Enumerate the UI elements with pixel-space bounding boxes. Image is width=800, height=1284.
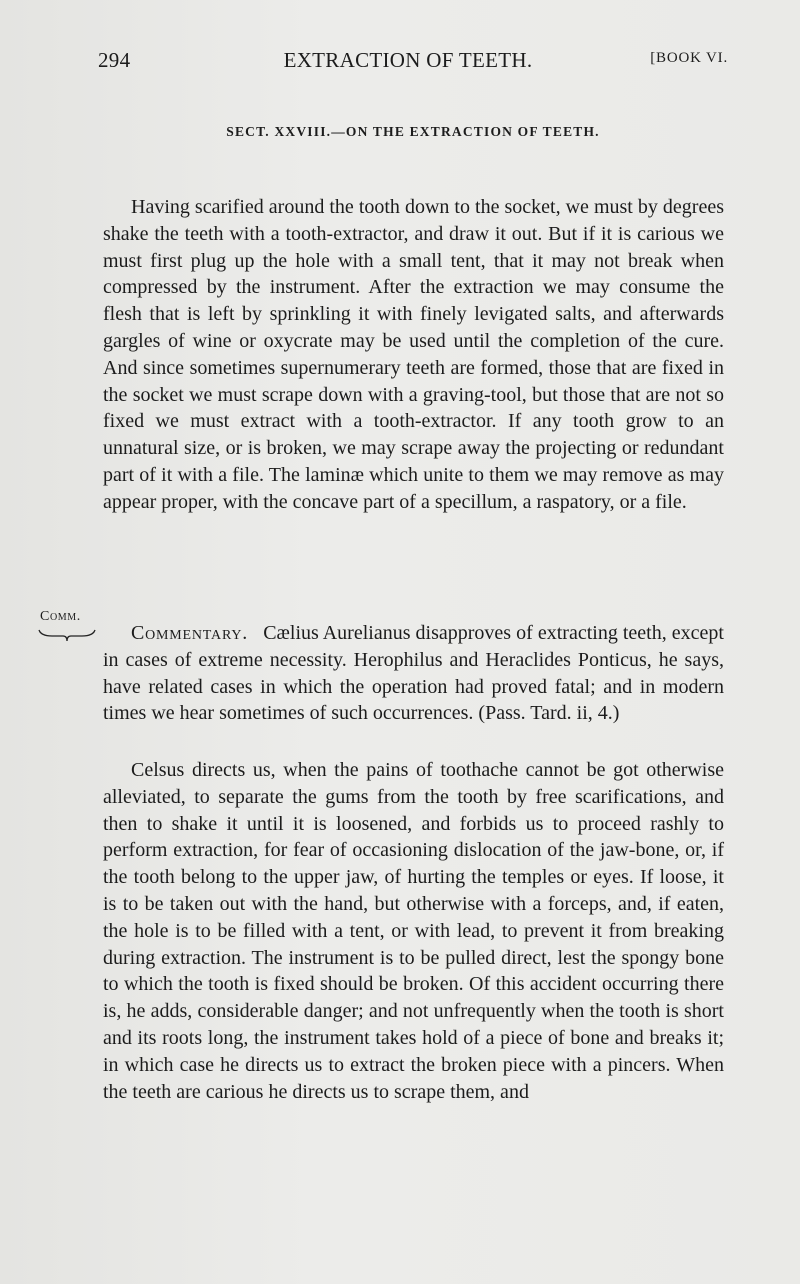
paragraph-procedure: Having scarified around the tooth down to the socket, we must by degrees shake the teeth with a tooth-extractor, and draw it out. But if it is carious we must first plug up the hole with a small tent, that it may not break when compressed by the instrument. After the extraction we may consume the flesh that is left by sprinkling it with finely levigated salts, and afterwards gargles of wine or oxycrate may be used until the completion of the cure. And since sometimes supernumerary teeth are formed, those that are fixed in the socket we must scrape down with a graving-tool, but those that are not so fixed we must extract with a tooth-extractor. If any tooth grow to an unnatural size, or is broken, we may scrape away the projecting or redundant part of it with a file. The laminæ which unite to them we may remove as may appear proper, with the concave part of a specillum, a raspatory, or a file. bbox=[103, 196, 724, 513]
commentary-text: Cælius Aurelianus disapproves of extracting teeth, except in cases of extreme necessity. Herophilus and Heraclides Ponticus, he says, have related cases in which the operation had proved fatal; and in modern times we hear sometimes of such occurrences. (Pass. Tard. ii, 4.) bbox=[103, 622, 724, 725]
page-number: 294 bbox=[98, 48, 131, 72]
running-header bbox=[98, 48, 728, 78]
paragraph-commentary bbox=[103, 620, 724, 727]
margin-brace bbox=[38, 628, 96, 644]
section-heading: SECT. XXVIII.—ON THE EXTRACTION OF TEETH. bbox=[226, 124, 600, 139]
margin-note-commentary: Comm. bbox=[40, 609, 81, 624]
book-reference: [BOOK VI. bbox=[650, 50, 728, 66]
paragraph-celsus: Celsus directs us, when the pains of toothache cannot be got otherwise alleviated, to separate the gums from the tooth by free scarifications, and then to shake it until it is loosened, and forbids us to proceed rashly to perform extraction, for fear of occasioning dislocation of the jaw-bone, or, if the tooth belong to the upper jaw, of hurting the temples or eyes. If loose, it is to be taken out with the hand, but otherwise with a forceps, and, if eaten, the hole is to be filled with a tent, or with lead, to prevent it from breaking during extraction. The instrument is to be pulled direct, lest the spongy bone to which the tooth is fixed should be broken. Of this accident occurring there is, he adds, considerable danger; and not unfrequently when the tooth is short and its roots long, the instrument takes hold of a piece of bone and breaks it; in which case he directs us to extract the broken piece with a pincers. When the teeth are carious he directs us to scrape them, and bbox=[103, 759, 724, 1103]
running-title: EXTRACTION OF TEETH. bbox=[283, 48, 533, 72]
commentary-lead: Commentary. bbox=[131, 622, 249, 644]
